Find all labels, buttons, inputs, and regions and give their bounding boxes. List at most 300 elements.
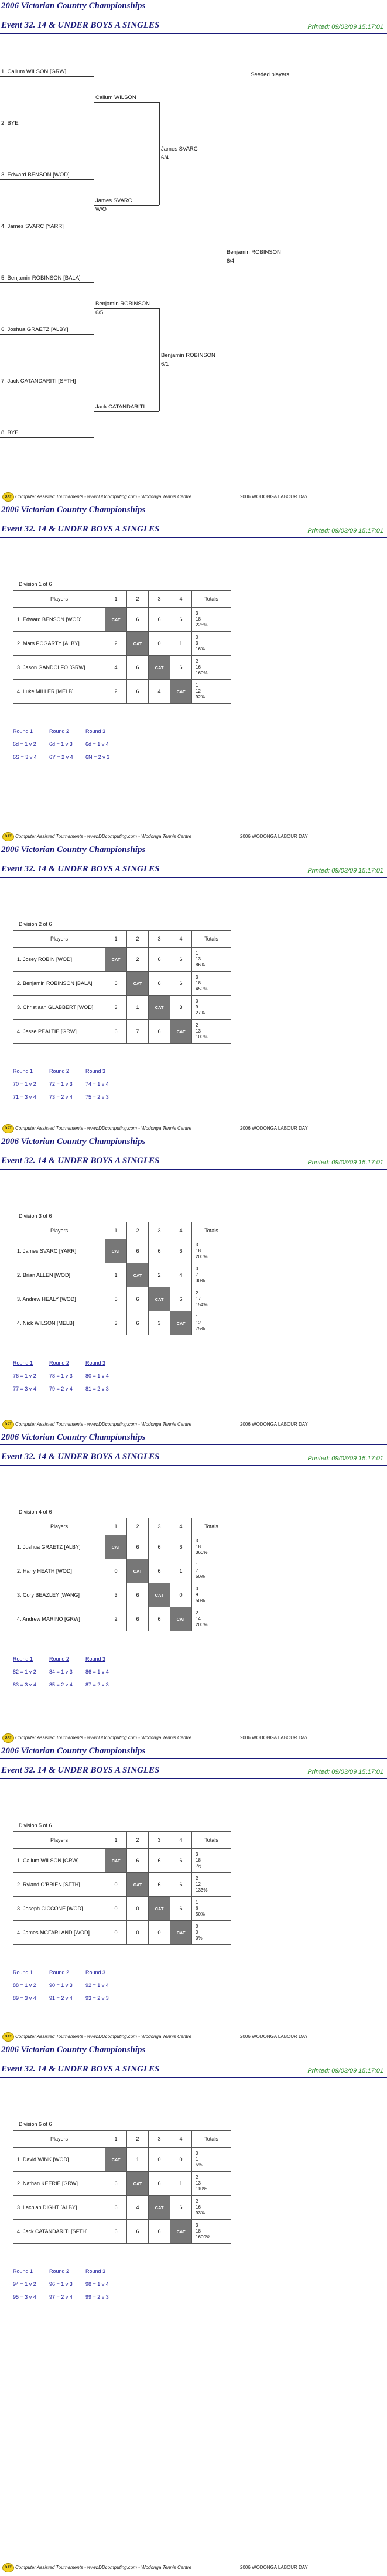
round-match: 78 = 1 v 3 [49, 1373, 73, 1379]
draw-r1-entry: 1. Callum WILSON [GRW] [1, 69, 67, 75]
player-name: 4. Luke MILLER [MELB] [13, 680, 105, 704]
footer-logo: DAT [2, 1124, 14, 1133]
cat-cell: CAT [127, 1559, 149, 1583]
totals-cell [192, 656, 231, 680]
column-header: Players [13, 931, 105, 948]
printed-timestamp: Printed: 09/03/09 15:17:01 [307, 867, 383, 874]
round-robin-table [13, 1222, 231, 1335]
totals-line: 14 [196, 1616, 201, 1621]
round-robin-table [13, 930, 231, 1044]
totals-line: 1 [196, 2156, 198, 2162]
totals-cell [192, 1897, 231, 1921]
score-cell: 6 [149, 1535, 170, 1559]
score-cell: 6 [170, 1239, 192, 1263]
round-match: 6d = 1 v 3 [49, 741, 73, 747]
score-cell: 6 [105, 2220, 127, 2244]
seeded-players-label: Seeded players [251, 71, 290, 78]
footer-event: 2006 WODONGA LABOUR DAY [240, 834, 308, 839]
totals-line: 9 [196, 1004, 198, 1010]
cat-cell: CAT [149, 656, 170, 680]
table-row [13, 1897, 231, 1921]
round-row [13, 1382, 122, 1395]
round-robin-table [13, 590, 231, 704]
cat-cell: CAT [170, 2220, 192, 2244]
score-cell: 6 [127, 656, 149, 680]
draw-r1-line [0, 179, 94, 180]
cat-cell: CAT [149, 2196, 170, 2220]
round-header: Round 1 [13, 1656, 33, 1662]
totals-line: 2 [196, 1290, 198, 1296]
round-match: 74 = 1 v 4 [85, 1081, 109, 1087]
draw-r1-entry: 7. Jack CATANDARITI [SFTH] [1, 378, 76, 384]
column-header: 1 [105, 2131, 127, 2148]
printed-timestamp: Printed: 09/03/09 15:17:01 [307, 1455, 383, 1462]
column-header: 3 [149, 591, 170, 608]
column-header: 4 [170, 1832, 192, 1849]
score-cell: 6 [105, 2172, 127, 2196]
table-row [13, 1849, 231, 1873]
round-match: 83 = 3 v 4 [13, 1682, 36, 1688]
totals-line: 3 [196, 1852, 198, 1857]
totals-line: 154% [196, 1302, 208, 1307]
round-schedule [13, 1966, 122, 2005]
totals-cell [192, 1311, 231, 1335]
score-cell: 6 [127, 1849, 149, 1873]
round-match: 81 = 2 v 3 [85, 1386, 109, 1392]
player-name: 3. Lachlan DIGHT [ALBY] [13, 2196, 105, 2220]
score-cell: 0 [149, 632, 170, 656]
division-label: Division 3 of 6 [19, 1213, 52, 1219]
totals-cell [192, 1921, 231, 1945]
cat-cell: CAT [127, 1873, 149, 1897]
round-match: 75 = 2 v 3 [85, 1094, 109, 1100]
cat-cell: CAT [170, 1311, 192, 1335]
totals-cell [192, 680, 231, 704]
score-cell: 6 [127, 1607, 149, 1631]
round-match: 79 = 2 v 4 [49, 1386, 73, 1392]
totals-cell [192, 1287, 231, 1311]
report-title: 2006 Victorian Country Championships [1, 1137, 146, 1146]
draw-r1-line [0, 437, 94, 438]
round-match: 98 = 1 v 4 [85, 2281, 109, 2287]
draw-r2-line [94, 102, 159, 103]
totals-line: 1 [196, 950, 198, 956]
column-header: Totals [192, 2131, 231, 2148]
column-header: 2 [127, 2131, 149, 2148]
totals-line: 3 [196, 2223, 198, 2228]
report-title: 2006 Victorian Country Championships [1, 845, 146, 854]
round-row [13, 1369, 122, 1382]
round-header: Round 3 [85, 1068, 106, 1074]
page-footer [0, 491, 387, 503]
draw-r2-line [94, 205, 159, 206]
table-header-row [13, 2131, 231, 2148]
totals-line: 110% [196, 2186, 207, 2192]
column-header: 3 [149, 1222, 170, 1239]
column-header: 2 [127, 931, 149, 948]
column-header: Players [13, 1832, 105, 1849]
division-label: Division 2 of 6 [19, 921, 52, 927]
draw-r2-entry: James SVARC [95, 197, 132, 204]
round-match: 91 = 2 v 4 [49, 1995, 73, 2001]
totals-cell [192, 2196, 231, 2220]
score-cell: 2 [105, 680, 127, 704]
score-cell: 2 [105, 1607, 127, 1631]
table-row [13, 656, 231, 680]
totals-cell [192, 2148, 231, 2172]
player-name: 3. Jason GANDOLFO [GRW] [13, 656, 105, 680]
player-name: 4. Jesse PEALTIE [GRW] [13, 1020, 105, 1044]
event-rule [0, 2077, 387, 2078]
score-cell: 0 [149, 1921, 170, 1945]
printed-timestamp: Printed: 09/03/09 15:17:01 [307, 23, 383, 30]
score-cell: 6 [170, 972, 192, 996]
totals-line: 50% [196, 1574, 206, 1579]
draw-r1-line [0, 334, 94, 335]
column-header: 4 [170, 931, 192, 948]
totals-line: 16 [196, 2204, 201, 2210]
table-row [13, 680, 231, 704]
player-name: 1. Joshua GRAETZ [ALBY] [13, 1535, 105, 1559]
footer-text: Computer Assisted Tournaments - www.DDcomputing.com - Wodonga Tennis Centre [15, 494, 192, 499]
round-header: Round 3 [85, 1360, 106, 1366]
round-header: Round 1 [13, 1068, 33, 1074]
round-match: 71 = 3 v 4 [13, 1094, 36, 1100]
totals-line: 18 [196, 2229, 201, 2234]
score-cell: 6 [105, 972, 127, 996]
draw-r1-entry: 8. BYE [1, 430, 19, 436]
printed-timestamp: Printed: 09/03/09 15:17:01 [307, 1769, 383, 1776]
score-cell: 1 [105, 1263, 127, 1287]
totals-line: 2 [196, 1610, 198, 1616]
column-header: 2 [127, 1518, 149, 1535]
page-footer [0, 2562, 387, 2574]
totals-cell [192, 1873, 231, 1897]
cat-cell: CAT [127, 972, 149, 996]
printed-timestamp: Printed: 09/03/09 15:17:01 [307, 1159, 383, 1166]
score-cell: 6 [149, 1873, 170, 1897]
division-label: Division 1 of 6 [19, 581, 52, 587]
draw-r1-entry: 3. Edward BENSON [WOD] [1, 172, 70, 178]
totals-line: 0 [196, 1924, 198, 1929]
round-header: Round 2 [49, 2268, 70, 2274]
player-name: 2. Harry HEATH [WOD] [13, 1559, 105, 1583]
draw-winner-score: 6/4 [227, 258, 235, 264]
round-match: 72 = 1 v 3 [49, 1081, 73, 1087]
draw-r2-line [94, 411, 159, 412]
table-header-row [13, 591, 231, 608]
round-row [13, 738, 122, 751]
page-footer [0, 1123, 387, 1134]
score-cell: 1 [170, 2172, 192, 2196]
round-row [13, 1652, 122, 1665]
draw-r1-entry: 2. BYE [1, 120, 19, 127]
column-header: Players [13, 1222, 105, 1239]
totals-line: 6 [196, 1906, 198, 1911]
totals-line: 1600% [196, 2234, 210, 2240]
score-cell: 6 [127, 680, 149, 704]
score-cell: 2 [105, 632, 127, 656]
column-header: 1 [105, 591, 127, 608]
cat-cell: CAT [170, 1921, 192, 1945]
score-cell: 1 [127, 996, 149, 1020]
footer-text: Computer Assisted Tournaments - www.DDcomputing.com - Wodonga Tennis Centre [15, 1735, 192, 1740]
score-cell: 6 [149, 1020, 170, 1044]
player-name: 1. James SVARC [YARR] [13, 1239, 105, 1263]
player-name: 1. Edward BENSON [WOD] [13, 608, 105, 632]
draw-r2-score: 6/5 [95, 309, 104, 316]
totals-cell [192, 2172, 231, 2196]
round-match: 70 = 1 v 2 [13, 1081, 36, 1087]
totals-line: 0 [196, 1586, 198, 1592]
round-row [13, 725, 122, 738]
totals-line: 1 [196, 1314, 198, 1320]
round-schedule [13, 2265, 122, 2304]
round-schedule [13, 1357, 122, 1395]
totals-line: 2 [196, 2199, 198, 2204]
event-rule [0, 1465, 387, 1466]
draw-r2-entry: Benjamin ROBINSON [95, 301, 150, 307]
column-header: Players [13, 1518, 105, 1535]
footer-text: Computer Assisted Tournaments - www.DDcomputing.com - Wodonga Tennis Centre [15, 2565, 192, 2570]
score-cell: 6 [149, 1849, 170, 1873]
totals-cell [192, 608, 231, 632]
column-header: Players [13, 591, 105, 608]
totals-line: 16 [196, 665, 201, 670]
division-label: Division 4 of 6 [19, 1509, 52, 1515]
draw-r3-score: 6/1 [161, 361, 169, 367]
score-cell: 3 [105, 1311, 127, 1335]
title-rule [0, 1758, 387, 1759]
score-cell: 1 [127, 2148, 149, 2172]
score-cell: 3 [149, 1311, 170, 1335]
round-match: 82 = 1 v 2 [13, 1669, 36, 1675]
round-match: 86 = 1 v 4 [85, 1669, 109, 1675]
totals-cell [192, 2220, 231, 2244]
totals-line: 17 [196, 1296, 201, 1301]
score-cell: 6 [127, 608, 149, 632]
event-rule [0, 1169, 387, 1170]
table-row [13, 1263, 231, 1287]
score-cell: 6 [149, 608, 170, 632]
page-footer [0, 2031, 387, 2043]
score-cell: 6 [170, 1873, 192, 1897]
score-cell: 4 [149, 680, 170, 704]
score-cell: 0 [105, 1559, 127, 1583]
event-title: Event 32. 14 & UNDER BOYS A SINGLES [1, 1766, 160, 1775]
totals-line: 86% [196, 962, 206, 967]
event-rule [0, 537, 387, 538]
column-header: 4 [170, 2131, 192, 2148]
totals-line: 3 [196, 640, 198, 646]
cat-cell: CAT [170, 680, 192, 704]
column-header: Players [13, 2131, 105, 2148]
table-row [13, 1239, 231, 1263]
footer-event: 2006 WODONGA LABOUR DAY [240, 2565, 308, 2570]
table-row [13, 1020, 231, 1044]
score-cell: 7 [127, 1020, 149, 1044]
player-name: 1. Callum WILSON [GRW] [13, 1849, 105, 1873]
round-row [13, 1065, 122, 1078]
table-row [13, 632, 231, 656]
score-cell: 6 [127, 1583, 149, 1607]
totals-line: 7 [196, 1568, 198, 1573]
totals-line: 3 [196, 611, 198, 616]
table-header-row [13, 931, 231, 948]
round-header: Round 1 [13, 1970, 33, 1975]
column-header: 1 [105, 1832, 127, 1849]
round-match: 6S = 3 v 4 [13, 754, 37, 760]
cat-cell: CAT [105, 1535, 127, 1559]
totals-line: 2 [196, 1876, 198, 1881]
totals-cell [192, 1559, 231, 1583]
totals-line: 13 [196, 956, 201, 962]
round-match: 97 = 2 v 4 [49, 2294, 73, 2300]
totals-line: 2 [196, 1023, 198, 1028]
column-header: 3 [149, 1518, 170, 1535]
totals-cell [192, 1583, 231, 1607]
table-row [13, 1583, 231, 1607]
round-row [13, 1966, 122, 1979]
round-match: 73 = 2 v 4 [49, 1094, 73, 1100]
score-cell: 6 [105, 1020, 127, 1044]
footer-logo: DAT [2, 492, 14, 502]
division-label: Division 5 of 6 [19, 1822, 52, 1828]
column-header: 1 [105, 1222, 127, 1239]
score-cell: 6 [170, 1287, 192, 1311]
column-header: 1 [105, 931, 127, 948]
round-match: 90 = 1 v 3 [49, 1982, 73, 1988]
round-row [13, 2265, 122, 2278]
column-header: 4 [170, 1518, 192, 1535]
round-match: 93 = 2 v 3 [85, 1995, 109, 2001]
cat-cell: CAT [149, 1287, 170, 1311]
score-cell: 6 [170, 656, 192, 680]
totals-line: -% [196, 1863, 201, 1869]
draw-r2-line [94, 308, 159, 309]
score-cell: 6 [170, 1897, 192, 1921]
totals-line: 12 [196, 1882, 201, 1887]
score-cell: 5 [105, 1287, 127, 1311]
player-name: 3. Cory BEAZLEY [WANG] [13, 1583, 105, 1607]
score-cell: 6 [149, 2220, 170, 2244]
totals-line: 3 [196, 974, 198, 980]
column-header: Totals [192, 1832, 231, 1849]
player-name: 1. Josey ROBIN [WOD] [13, 948, 105, 972]
totals-line: 1 [196, 683, 198, 688]
table-row [13, 1559, 231, 1583]
score-cell: 6 [170, 948, 192, 972]
round-match: 87 = 2 v 3 [85, 1682, 109, 1688]
footer-event: 2006 WODONGA LABOUR DAY [240, 1422, 308, 1427]
player-name: 2. Brian ALLEN [WOD] [13, 1263, 105, 1287]
score-cell: 3 [105, 1583, 127, 1607]
round-robin-table [13, 2130, 231, 2244]
event-rule [0, 877, 387, 878]
round-header: Round 3 [85, 728, 106, 734]
totals-line: 2 [196, 659, 198, 664]
player-name: 3. Christiaan GLABBERT [WOD] [13, 996, 105, 1020]
draw-winner-entry: Benjamin ROBINSON [227, 249, 281, 255]
score-cell: 6 [127, 1239, 149, 1263]
totals-line: 0 [196, 635, 198, 640]
totals-line: 200% [196, 1622, 208, 1627]
report-title: 2006 Victorian Country Championships [1, 1, 146, 11]
score-cell: 6 [149, 972, 170, 996]
report-title: 2006 Victorian Country Championships [1, 505, 146, 514]
score-cell: 6 [170, 608, 192, 632]
round-match: 89 = 3 v 4 [13, 1995, 36, 2001]
player-name: 2. Nathan KEERIE [GRW] [13, 2172, 105, 2196]
cat-cell: CAT [127, 632, 149, 656]
page-footer [0, 1419, 387, 1430]
round-header: Round 2 [49, 1360, 70, 1366]
round-match: 77 = 3 v 4 [13, 1386, 36, 1392]
totals-line: 27% [196, 1010, 206, 1016]
totals-line: 0 [196, 1266, 198, 1272]
totals-cell [192, 948, 231, 972]
round-match: 99 = 2 v 3 [85, 2294, 109, 2300]
cat-cell: CAT [170, 1020, 192, 1044]
totals-line: 9 [196, 1592, 198, 1597]
draw-r2-entry: Jack CATANDARITI [95, 404, 145, 410]
round-match: 92 = 1 v 4 [85, 1982, 109, 1988]
totals-line: 18 [196, 980, 201, 986]
page-footer [0, 831, 387, 843]
score-cell: 6 [149, 1559, 170, 1583]
round-row [13, 2291, 122, 2304]
totals-line: 50% [196, 1598, 206, 1603]
score-cell: 0 [170, 1583, 192, 1607]
cat-cell: CAT [105, 1849, 127, 1873]
totals-line: 92% [196, 694, 206, 700]
draw-r1-entry: 6. Joshua GRAETZ [ALBY] [1, 326, 69, 333]
report-title: 2006 Victorian Country Championships [1, 1746, 146, 1756]
page-footer [0, 1732, 387, 1744]
event-title: Event 32. 14 & UNDER BOYS A SINGLES [1, 21, 160, 30]
round-schedule [13, 1065, 122, 1103]
round-match: 76 = 1 v 2 [13, 1373, 36, 1379]
score-cell: 0 [105, 1873, 127, 1897]
round-header: Round 1 [13, 2268, 33, 2274]
round-match: 95 = 3 v 4 [13, 2294, 36, 2300]
column-header: 4 [170, 1222, 192, 1239]
score-cell: 6 [149, 1607, 170, 1631]
footer-logo: DAT [2, 832, 14, 841]
draw-r1-line [0, 282, 94, 283]
totals-cell [192, 1239, 231, 1263]
table-row [13, 2220, 231, 2244]
draw-r3-entry: James SVARC [161, 146, 198, 152]
totals-line: 13 [196, 2180, 201, 2186]
round-header: Round 3 [85, 2268, 106, 2274]
totals-line: 0% [196, 1936, 203, 1941]
score-cell: 6 [105, 2196, 127, 2220]
round-match: 88 = 1 v 2 [13, 1982, 36, 1988]
cat-cell: CAT [105, 1239, 127, 1263]
totals-cell [192, 1849, 231, 1873]
cat-cell: CAT [127, 2172, 149, 2196]
score-cell: 0 [105, 1897, 127, 1921]
score-cell: 0 [170, 2148, 192, 2172]
table-row [13, 2148, 231, 2172]
totals-cell [192, 1607, 231, 1631]
totals-line: 133% [196, 1887, 208, 1893]
totals-line: 1 [196, 1900, 198, 1905]
footer-event: 2006 WODONGA LABOUR DAY [240, 1735, 308, 1740]
printed-timestamp: Printed: 09/03/09 15:17:01 [307, 527, 383, 534]
totals-line: 93% [196, 2210, 206, 2216]
